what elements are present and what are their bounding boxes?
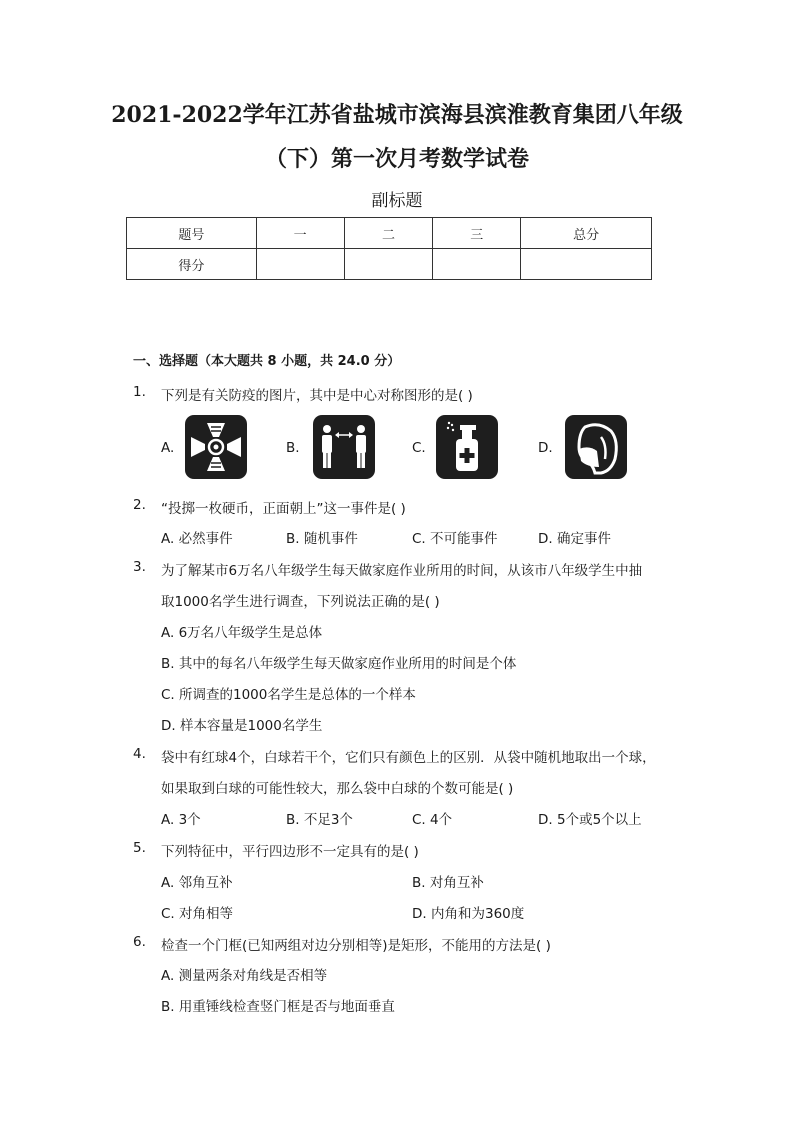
- q5-option-a[interactable]: A. 邻角互补: [161, 875, 233, 891]
- exam-title-line1: 2021-2022学年江苏省盐城市滨海县滨淮教育集团八年级: [111, 102, 683, 128]
- score-cell-total[interactable]: [521, 249, 652, 280]
- q3-option-d[interactable]: D. 样本容量是1000名学生: [161, 718, 323, 734]
- question-text: 检查一个门框(已知两组对边分别相等)是矩形，不能用的方法是( ): [161, 938, 551, 954]
- score-header-cell: 一: [256, 218, 344, 249]
- score-cell-1[interactable]: [256, 249, 344, 280]
- question-text-line2: 如果取到白球的可能性较大，那么袋中白球的个数可能是( ): [161, 781, 514, 797]
- social-distance-icon: [313, 415, 375, 479]
- q3-option-b[interactable]: B. 其中的每名八年级学生每天做家庭作业所用的时间是个体: [161, 656, 517, 672]
- q1-option-c-label: C.: [412, 440, 426, 456]
- q2-option-d[interactable]: D. 确定事件: [538, 531, 611, 547]
- score-table-score-row: [127, 249, 652, 280]
- q2-option-a[interactable]: A. 必然事件: [161, 531, 233, 547]
- fan-icon: [185, 415, 247, 479]
- q4-option-a[interactable]: A. 3个: [161, 812, 201, 828]
- score-row-label: 得分: [127, 249, 257, 280]
- question-text: “投掷一枚硬币，正面朝上”这一事件是( ): [161, 501, 406, 517]
- section-heading: 一、选择题（本大题共 8 小题，共 24.0 分）: [133, 354, 401, 369]
- q1-option-d-label: D.: [538, 440, 553, 456]
- score-header-cell: 二: [344, 218, 433, 249]
- question-text: 下列特征中，平行四边形不一定具有的是( ): [161, 844, 419, 860]
- q3-option-c[interactable]: C. 所调查的1000名学生是总体的一个样本: [161, 687, 416, 703]
- q6-option-a[interactable]: A. 测量两条对角线是否相等: [161, 968, 328, 984]
- score-table-header-row: [127, 218, 652, 249]
- score-header-cell: 三: [433, 218, 521, 249]
- question-text-line2: 取1000名学生进行调查，下列说法正确的是( ): [161, 594, 440, 610]
- question-text: 下列是有关防疫的图片，其中是中心对称图形的是( ): [161, 388, 473, 404]
- q6-option-b[interactable]: B. 用重锤线检查竖门框是否与地面垂直: [161, 999, 395, 1015]
- question-number: 6.: [133, 934, 146, 950]
- q4-option-c[interactable]: C. 4个: [412, 812, 453, 828]
- score-cell-2[interactable]: [344, 249, 433, 280]
- sanitizer-spray-icon: [436, 415, 498, 479]
- q5-option-d[interactable]: D. 内角和为360度: [412, 906, 525, 922]
- score-header-cell: 题号: [127, 218, 257, 249]
- question-number: 3.: [133, 559, 146, 575]
- question-text-line1: 袋中有红球4个，白球若干个，它们只有颜色上的区别．从袋中随机地取出一个球，: [161, 750, 656, 766]
- question-number: 5.: [133, 840, 146, 856]
- q3-option-a[interactable]: A. 6万名八年级学生是总体: [161, 625, 323, 641]
- q1-option-b-label: B.: [286, 440, 300, 456]
- q2-option-b[interactable]: B. 随机事件: [286, 531, 358, 547]
- exam-subtitle: 副标题: [371, 191, 423, 211]
- q5-option-b[interactable]: B. 对角互补: [412, 875, 484, 891]
- score-cell-3[interactable]: [433, 249, 521, 280]
- exam-title-line2: （下）第一次月考数学试卷: [264, 146, 529, 172]
- question-number: 2.: [133, 497, 146, 513]
- question-number: 4.: [133, 746, 146, 762]
- question-number: 1.: [133, 384, 146, 400]
- q1-option-a-label: A.: [161, 440, 175, 456]
- q4-option-d[interactable]: D. 5个或5个以上: [538, 812, 642, 828]
- face-mask-icon: [565, 415, 627, 479]
- score-table: [126, 217, 652, 280]
- q2-option-c[interactable]: C. 不可能事件: [412, 531, 498, 547]
- q4-option-b[interactable]: B. 不足3个: [286, 812, 353, 828]
- question-text-line1: 为了解某市6万名八年级学生每天做家庭作业所用的时间，从该市八年级学生中抽: [161, 563, 643, 579]
- score-header-cell: 总分: [521, 218, 652, 249]
- q5-option-c[interactable]: C. 对角相等: [161, 906, 234, 922]
